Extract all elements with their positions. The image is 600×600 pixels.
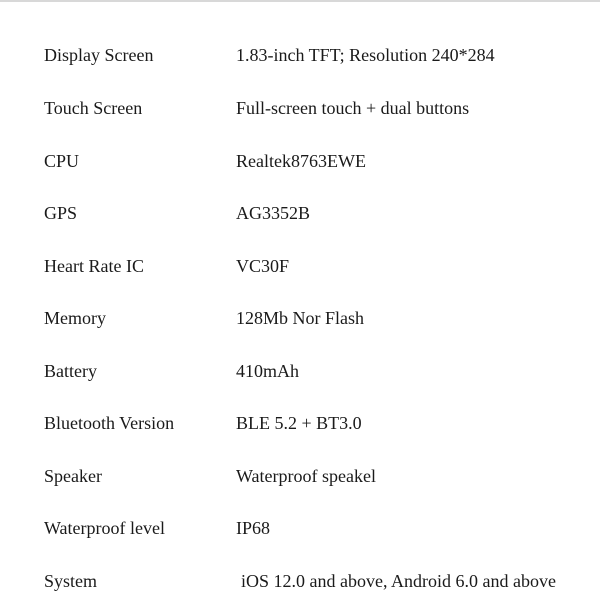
spec-value: Realtek8763EWE [236,151,366,171]
spec-label: Display Screen [44,45,154,65]
spec-label: Touch Screen [44,98,143,118]
spec-value: Waterproof speakel [236,466,376,486]
spec-row-speaker [0,461,600,491]
spec-value: iOS 12.0 and above, Android 6.0 and above [241,571,556,591]
spec-value: 128Mb Nor Flash [236,308,365,328]
spec-label: Bluetooth Version [44,413,175,433]
spec-row-heart-rate-ic [0,251,600,281]
spec-value: IP68 [236,518,271,538]
spec-value: 410mAh [236,361,299,381]
spec-label: Heart Rate IC [44,256,144,276]
spec-label: Memory [44,308,106,328]
spec-value: VC30F [236,256,290,276]
spec-row-display-screen [0,40,600,70]
spec-value: AG3352B [236,203,311,223]
spec-row-gps [0,198,600,228]
spec-value: BLE 5.2 + BT3.0 [236,413,362,433]
spec-row-touch-screen [0,93,600,123]
spec-row-system [0,566,600,596]
spec-value: Full-screen touch + dual buttons [236,98,470,118]
spec-row-bluetooth-version [0,408,600,438]
spec-label: Waterproof level [44,518,165,538]
spec-label: CPU [44,151,80,171]
spec-label: GPS [44,203,78,223]
spec-row-waterproof-level [0,513,600,543]
spec-value: 1.83-inch TFT; Resolution 240*284 [236,45,495,65]
spec-row-memory [0,303,600,333]
spec-label: Speaker [44,466,102,486]
spec-label: Battery [44,361,97,381]
spec-row-cpu [0,146,600,176]
spec-label: System [44,571,98,591]
spec-row-battery [0,356,600,386]
